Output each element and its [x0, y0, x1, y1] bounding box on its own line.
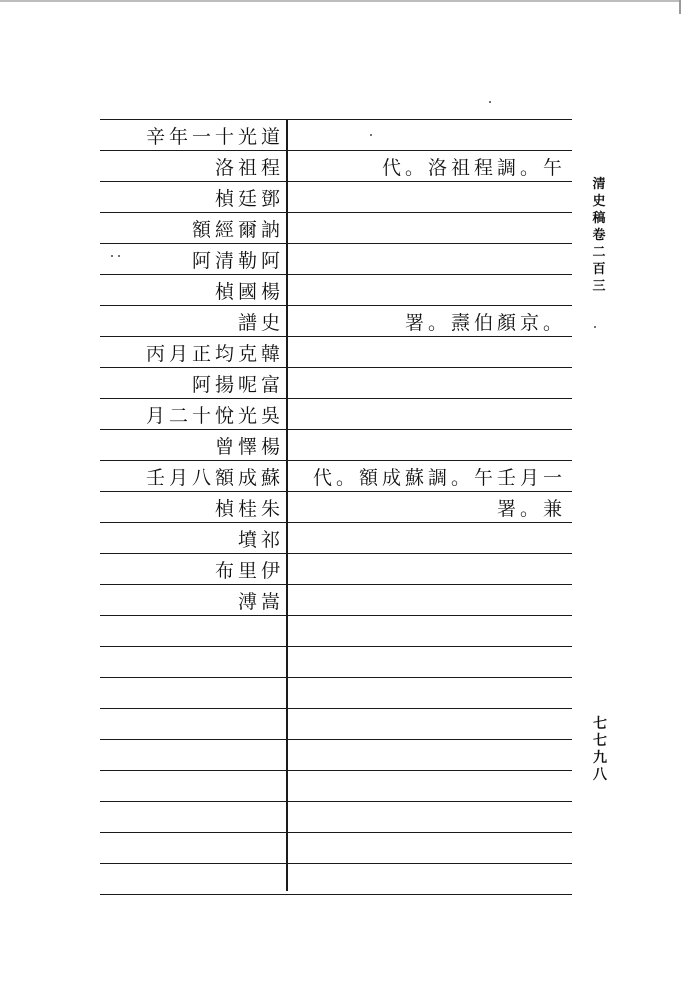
appointment-note-cell — [290, 368, 568, 399]
table-row — [100, 585, 572, 616]
table-row — [100, 461, 572, 492]
table-row — [100, 864, 572, 895]
official-name-text: 楨國楊 — [214, 281, 284, 303]
table-rule — [100, 801, 572, 802]
table-rule — [100, 646, 572, 647]
table-rule — [100, 398, 572, 399]
appointment-note-cell — [290, 430, 568, 461]
official-name-cell — [100, 244, 286, 275]
table-row — [100, 492, 572, 523]
official-name-cell — [100, 616, 286, 647]
appointment-note-cell — [290, 182, 568, 213]
official-name-cell — [100, 740, 286, 771]
official-name-cell — [100, 213, 286, 244]
table-rule — [100, 429, 572, 430]
appointment-note-cell — [290, 337, 568, 368]
table-row — [100, 213, 572, 244]
table-row — [100, 368, 572, 399]
official-name-cell — [100, 771, 286, 802]
table-rule — [100, 863, 572, 864]
table-rule — [100, 522, 572, 523]
appointment-note-cell — [290, 740, 568, 771]
table-row — [100, 275, 572, 306]
table-row — [100, 306, 572, 337]
appointment-note-cell — [290, 306, 568, 337]
official-name-text: 曾懌楊 — [214, 436, 284, 458]
table-rule — [100, 367, 572, 368]
ink-speck — [594, 326, 596, 328]
official-name-cell — [100, 647, 286, 678]
table-rule — [100, 770, 572, 771]
appointment-note-text: 代。洛祖程調。午 — [381, 157, 566, 179]
appointment-note-cell — [290, 554, 568, 585]
table-rule — [100, 677, 572, 678]
official-name-cell — [100, 864, 286, 895]
official-name-text: 月二十悅光吳 — [145, 405, 284, 427]
official-name-cell — [100, 120, 286, 151]
official-name-cell — [100, 430, 286, 461]
table-row — [100, 833, 572, 864]
ink-speck — [489, 101, 491, 103]
table-row — [100, 709, 572, 740]
official-name-text: 壬月八額成蘇 — [145, 467, 284, 489]
official-name-text: 洛祖程 — [214, 157, 284, 179]
appointment-note-cell — [290, 461, 568, 492]
official-name-cell — [100, 833, 286, 864]
table-rule — [100, 460, 572, 461]
table-row — [100, 771, 572, 802]
appointment-note-cell — [290, 585, 568, 616]
official-name-cell — [100, 182, 286, 213]
official-name-text: 楨桂朱 — [214, 498, 284, 520]
table-rule — [100, 305, 572, 306]
table-row — [100, 337, 572, 368]
official-name-text: 譜史 — [237, 312, 284, 334]
official-name-cell — [100, 802, 286, 833]
official-name-cell — [100, 554, 286, 585]
table-row — [100, 151, 572, 182]
appointment-note-cell — [290, 151, 568, 182]
table-rule — [100, 491, 572, 492]
table-row — [100, 120, 572, 151]
appointment-note-cell — [290, 771, 568, 802]
appointment-note-cell — [290, 647, 568, 678]
table-rule — [100, 274, 572, 275]
official-name-cell — [100, 461, 286, 492]
table-rule — [100, 212, 572, 213]
appointment-note-cell — [290, 709, 568, 740]
official-name-cell — [100, 399, 286, 430]
official-name-text: 阿清勒阿 — [191, 250, 284, 272]
table-row — [100, 802, 572, 833]
official-name-text: 阿揚呢富 — [191, 374, 284, 396]
official-name-cell — [100, 678, 286, 709]
official-table — [100, 119, 572, 894]
appointment-note-cell — [290, 864, 568, 895]
appointment-note-cell — [290, 275, 568, 306]
official-name-cell — [100, 368, 286, 399]
table-rule — [100, 584, 572, 585]
table-row — [100, 740, 572, 771]
appointment-note-cell — [290, 833, 568, 864]
official-name-text: 溥嵩 — [237, 591, 284, 613]
official-name-text: 墳祁 — [237, 529, 284, 551]
volume-title: 清史稿卷二百三 — [592, 177, 606, 294]
page-top-edge — [0, 0, 681, 2]
table-rule — [100, 894, 572, 895]
table-row — [100, 678, 572, 709]
table-rule — [100, 615, 572, 616]
table-rule — [100, 553, 572, 554]
table-row — [100, 244, 572, 275]
table-row — [100, 647, 572, 678]
table-rule — [100, 150, 572, 151]
table-rule — [100, 832, 572, 833]
official-name-text: 額經爾訥 — [191, 219, 284, 241]
official-name-text: 楨廷鄧 — [214, 188, 284, 210]
appointment-note-cell — [290, 802, 568, 833]
official-name-text: 辛年一十光道 — [145, 126, 284, 148]
table-rule — [100, 336, 572, 337]
appointment-note-text: 署。燾伯顏京。 — [404, 312, 566, 334]
official-name-cell — [100, 523, 286, 554]
appointment-note-cell — [290, 616, 568, 647]
appointment-note-cell — [290, 120, 568, 151]
table-rule — [100, 708, 572, 709]
official-name-cell — [100, 151, 286, 182]
table-row — [100, 523, 572, 554]
table-row — [100, 399, 572, 430]
table-rule — [100, 243, 572, 244]
appointment-note-text: 代。額成蘇調。午壬月一 — [312, 467, 566, 489]
official-name-text: 布里伊 — [214, 560, 284, 582]
page-number: 七七九八 — [593, 716, 607, 783]
table-row — [100, 430, 572, 461]
table-rule — [100, 119, 572, 120]
table-rule — [100, 181, 572, 182]
official-name-cell — [100, 709, 286, 740]
official-name-cell — [100, 337, 286, 368]
official-name-cell — [100, 492, 286, 523]
table-row — [100, 616, 572, 647]
appointment-note-cell — [290, 523, 568, 554]
appointment-note-cell — [290, 678, 568, 709]
official-name-cell — [100, 275, 286, 306]
table-rule — [100, 739, 572, 740]
official-name-text: 丙月正均克韓 — [145, 343, 284, 365]
appointment-note-cell — [290, 213, 568, 244]
table-row — [100, 554, 572, 585]
official-name-cell — [100, 585, 286, 616]
appointment-note-text: 署。兼 — [496, 498, 566, 520]
appointment-note-cell — [290, 492, 568, 523]
appointment-note-cell — [290, 244, 568, 275]
official-name-cell — [100, 306, 286, 337]
appointment-note-cell — [290, 399, 568, 430]
table-row — [100, 182, 572, 213]
